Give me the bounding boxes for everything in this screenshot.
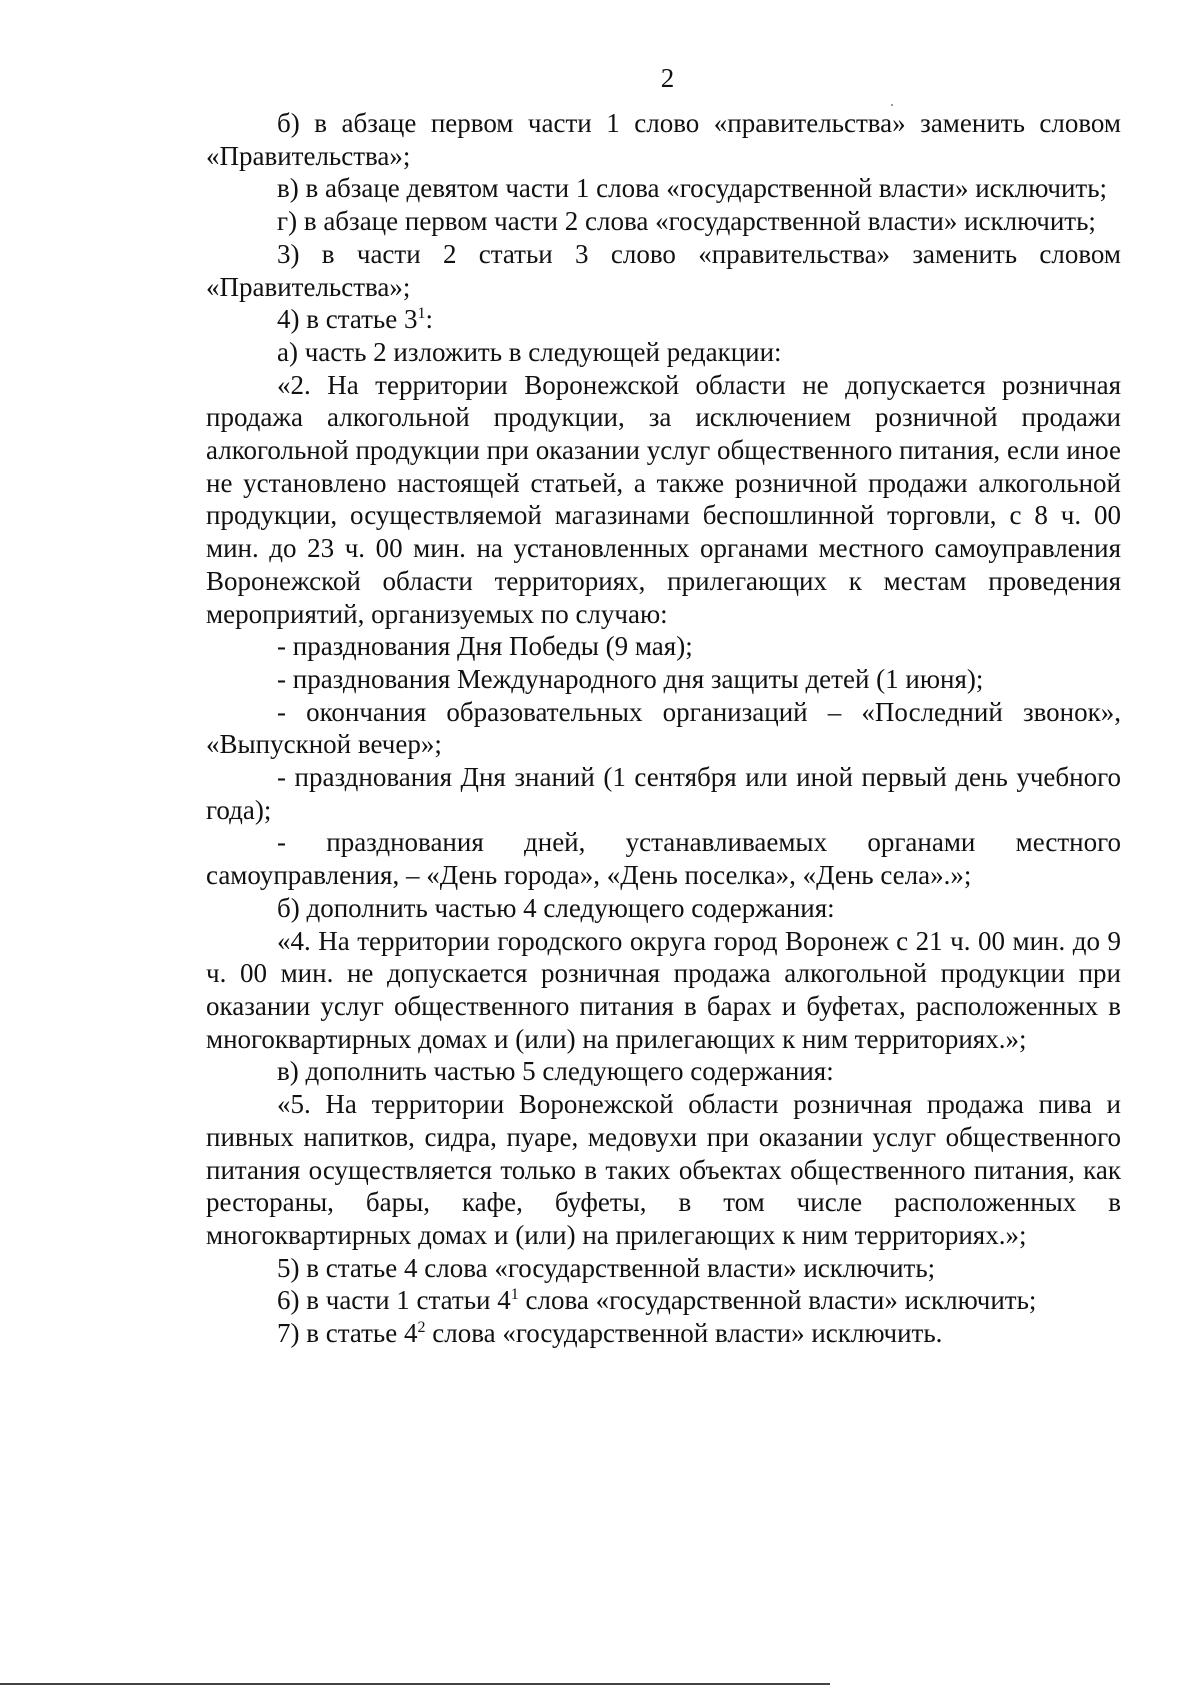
paragraph-5: 5) в статье 4 слова «государственной власти» исключить; bbox=[277, 1252, 936, 1283]
paragraph-v-1: в) в абзаце девятом части 1 слова «государственной власти» исключить; bbox=[277, 173, 1108, 204]
paragraph-b-2: б) дополнить частью 4 следующего содержания: bbox=[277, 892, 835, 923]
page-number: 2 bbox=[660, 63, 675, 93]
paragraph-4 bbox=[206, 303, 1121, 336]
paragraph-a: а) часть 2 изложить в следующей редакции: bbox=[277, 336, 782, 367]
paragraph-7 bbox=[206, 1317, 1121, 1350]
bottom-scan-edge bbox=[0, 1683, 830, 1685]
list-item-victory-day: - празднования Дня Победы (9 мая); bbox=[277, 631, 693, 662]
paragraph-4-text: 4) в статье 3 bbox=[277, 304, 418, 335]
paragraph-4-tail: : bbox=[425, 304, 433, 335]
list-item-local-days: - празднования дней, устанавливаемых органами местного самоуправления, – «День города», «День поселка», «День села».»; bbox=[206, 827, 1121, 891]
paragraph-b-1: б) в абзаце первом части 1 слово «правительства» заменить словом «Правительства»; bbox=[206, 108, 1121, 171]
paragraph-g-1: г) в абзаце первом части 2 слова «государственной власти» исключить; bbox=[277, 206, 1096, 237]
paragraph-part-4-quote: «4. На территории городского округа город Воронеж с 21 ч. 00 мин. до 9 ч. 00 мин. не допускается розничная продажа алкогольной продукции при оказании услуг общественного питания в барах и буфетах, расположенных в многоквартирных домах и (или) на прилегающих к ним территориях.»; bbox=[206, 925, 1121, 1054]
list-item-children-day: - празднования Международного дня защиты детей (1 июня); bbox=[277, 663, 984, 694]
paragraph-7-superscript: 2 bbox=[417, 1319, 426, 1337]
paragraph-4-superscript: 1 bbox=[417, 305, 426, 323]
paragraph-7-text: 7) в статье 4 bbox=[277, 1318, 418, 1349]
paragraph-part-5-quote: «5. На территории Воронежской области розничная продажа пива и пивных напитков, сидра, пуаре, медовухи при оказании услуг общественного питания осуществляется только в таких объектах общественного питания, как рестораны, бары, кафе, буфеты, в том числе расположенных в многоквартирных домах и (или) на прилегающих к ним территориях.»; bbox=[206, 1089, 1121, 1250]
scan-speck bbox=[891, 104, 893, 106]
paragraph-6-superscript: 1 bbox=[510, 1286, 519, 1304]
paragraph-part-2-quote: «2. На территории Воронежской области не допускается розничная продажа алкогольной продукции, за исключением розничной продажи алкогольной продукции при оказании услуг общественного питания, если иное не установлено настоящей статьей, а также розничной продажи алкогольной продукции, осуществляемой магазинами беспошлинной торговли, с 8 ч. 00 мин. до 23 ч. 00 мин. на установленных органами местного самоуправления Воронежской области территориях, прилегающих к местам проведения мероприятий, организуемых по случаю: bbox=[206, 369, 1121, 629]
paragraph-7-tail: слова «государственной власти» исключить. bbox=[425, 1318, 943, 1349]
paragraph-6 bbox=[206, 1284, 1121, 1317]
paragraph-6-text: 6) в части 1 статьи 4 bbox=[277, 1285, 511, 1316]
document-body bbox=[206, 107, 1121, 1350]
list-item-knowledge-day: - празднования Дня знаний (1 сентября или иной первый день учебного года); bbox=[206, 762, 1121, 825]
paragraph-3: 3) в части 2 статьи 3 слово «правительства» заменить словом «Правительства»; bbox=[206, 238, 1121, 302]
paragraph-6-tail: слова «государственной власти» исключить; bbox=[518, 1285, 1037, 1316]
list-item-graduation: - окончания образовательных организаций – «Последний звонок», «Выпускной вечер»; bbox=[206, 696, 1121, 760]
paragraph-v-2: в) дополнить частью 5 следующего содержания: bbox=[277, 1056, 834, 1087]
